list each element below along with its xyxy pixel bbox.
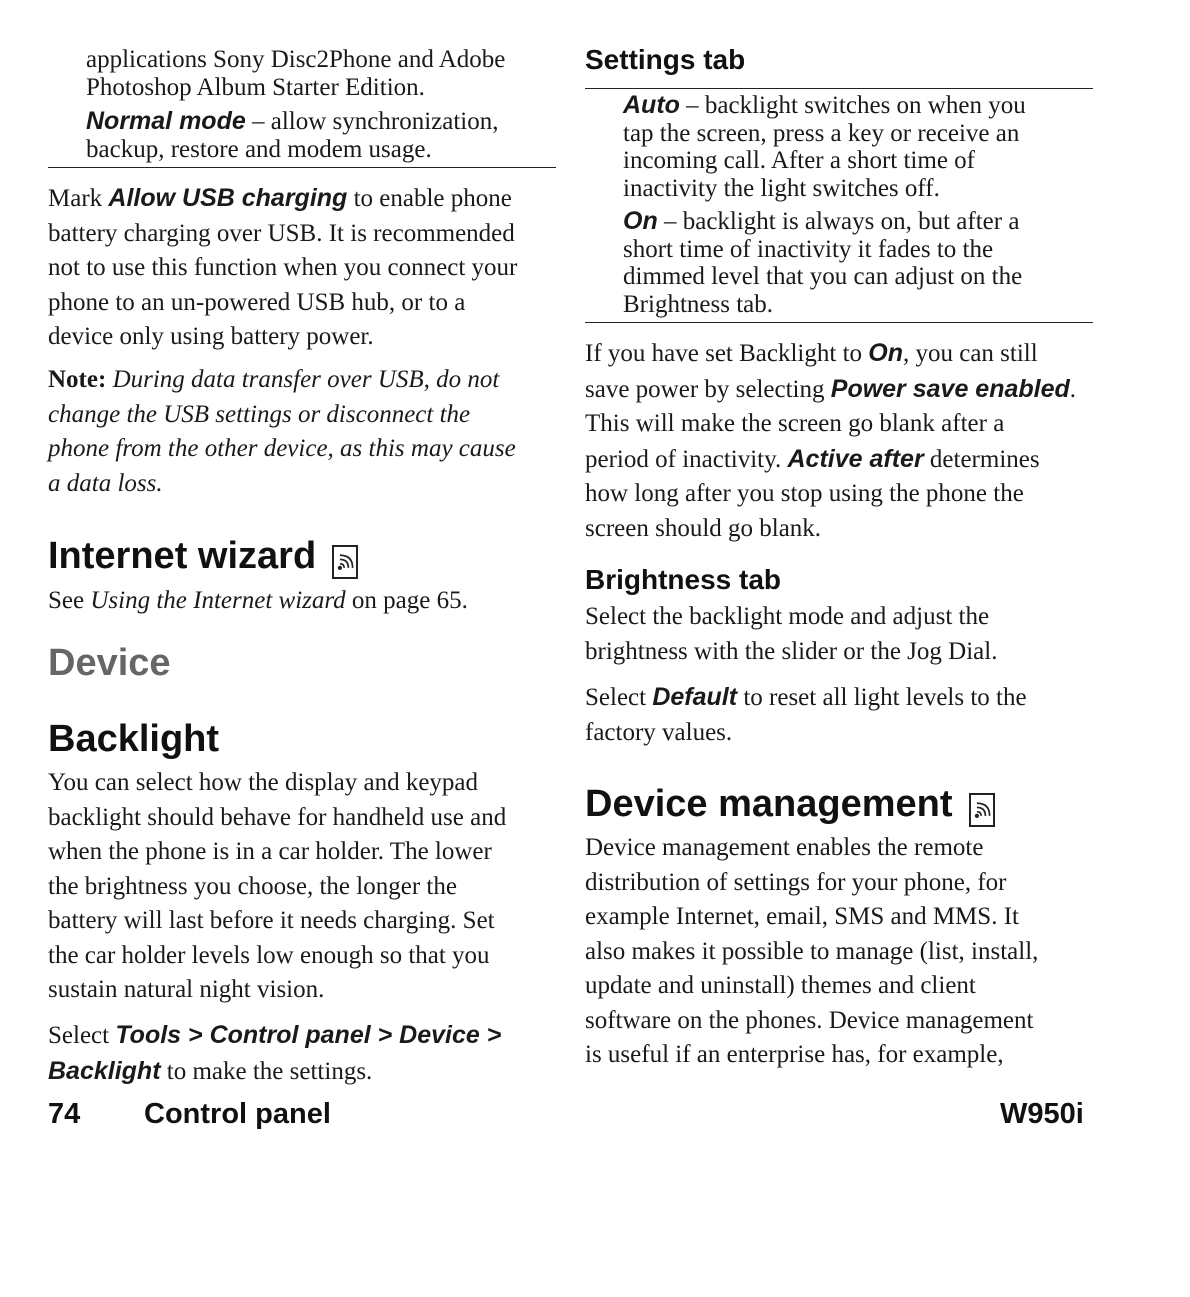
active-after-term: Active after (787, 444, 924, 473)
text-fragment: During data transfer over USB, do not (106, 366, 500, 393)
text-line: how long after you stop using the phone the (585, 480, 1024, 507)
default-paragraph (585, 680, 1027, 750)
device-management-heading (585, 782, 995, 826)
text-fragment: to make the settings. (160, 1057, 373, 1085)
text-fragment: If you have set Backlight to (585, 340, 869, 367)
text-line: inactivity the light switches off. (623, 174, 940, 202)
text-line: the car holder levels low enough so that you (48, 941, 490, 969)
text-line: You can select how the display and keypad (48, 769, 479, 796)
text-line: short time of inactivity it fades to the (623, 235, 994, 263)
text-fragment: . (1069, 375, 1077, 403)
text-line: incoming call. After a short time of (623, 147, 975, 174)
text-line: distribution of settings for your phone, for (585, 868, 1007, 896)
menu-path: Tools > Control panel > Device > (115, 1021, 502, 1049)
heading-text: Device management (585, 783, 953, 825)
text-line: change the USB settings or disconnect the (48, 400, 471, 428)
power-save-paragraph (585, 336, 1076, 546)
allow-usb-charging-term: Allow USB charging (108, 184, 348, 212)
text-line: Select the backlight mode and adjust the (585, 603, 990, 630)
text-line: This will make the screen go blank after a (585, 410, 1005, 437)
table-rule (48, 167, 556, 168)
text-line: is useful if an enterprise has, for example, (585, 1041, 1004, 1068)
text-line: backlight should behave for handheld use and (48, 803, 507, 831)
auto-option-paragraph (623, 92, 1026, 202)
text-line: brightness with the slider or the Jog Dial. (585, 637, 998, 665)
text-line: not to use this function when you connect your (48, 254, 518, 281)
text-fragment: , you can still (902, 340, 1038, 367)
usb-modes-paragraph (86, 46, 505, 101)
text-line: applications Sony Disc2Phone and Adobe (86, 46, 506, 73)
text-line: dimmed level that you can adjust on the (623, 263, 1023, 290)
operator-service-icon (332, 545, 358, 579)
device-management-paragraph (585, 831, 1038, 1073)
on-term: On (623, 207, 658, 235)
text-line: phone from the other device, as this may cause (48, 435, 516, 462)
backlight-menu-path-paragraph (48, 1018, 501, 1089)
footer-section-title: Control panel (144, 1098, 331, 1130)
text-line: battery will last before it needs charging. Set (48, 907, 495, 934)
text-line: a data loss. (48, 469, 163, 497)
text-line: backup, restore and modem usage. (86, 135, 432, 163)
backlight-paragraph (48, 766, 506, 1008)
text-line: screen should go blank. (585, 514, 822, 542)
note-paragraph (48, 363, 516, 501)
text-fragment: period of inactivity. (585, 445, 788, 473)
text-fragment: to enable phone (347, 185, 512, 212)
table-rule (585, 88, 1093, 89)
default-term: Default (652, 683, 738, 711)
text-line: Device management enables the remote (585, 834, 984, 861)
text-line: update and uninstall) themes and client (585, 972, 976, 999)
menu-path: Backlight (48, 1056, 161, 1085)
page-number: 74 (48, 1098, 81, 1130)
heading-text: Internet wizard (48, 535, 317, 577)
text-line: when the phone is in a car holder. The lower (48, 838, 492, 865)
text-fragment: Select (585, 684, 653, 711)
note-label: Note: (48, 366, 107, 393)
normal-mode-paragraph (86, 108, 499, 163)
internet-wizard-heading (48, 534, 358, 578)
text-line: battery charging over USB. It is recommended (48, 219, 515, 247)
text-line: Photoshop Album Starter Edition. (86, 73, 425, 101)
text-fragment: See (48, 587, 91, 614)
auto-term: Auto (623, 91, 680, 119)
text-line: device only using battery power. (48, 323, 374, 350)
power-save-enabled-term: Power save enabled (830, 374, 1070, 403)
text-fragment: save power by selecting (585, 375, 831, 403)
internet-wizard-paragraph (48, 584, 468, 619)
operator-service-icon (969, 793, 995, 827)
on-term: On (868, 339, 903, 367)
table-rule (585, 322, 1093, 323)
text-line: phone to an un-powered USB hub, or to a (48, 288, 466, 316)
brightness-tab-heading: Brightness tab (585, 564, 782, 595)
text-line: Brightness tab. (623, 290, 773, 318)
text-fragment: on page 65. (345, 587, 468, 614)
text-fragment: – allow synchronization, (245, 108, 499, 135)
text-line: also makes it possible to manage (list, install, (585, 937, 1039, 965)
usb-charging-paragraph (48, 181, 517, 355)
text-fragment: – backlight switches on when you (679, 92, 1026, 119)
device-section-heading: Device (48, 642, 171, 684)
text-line: tap the screen, press a key or receive an (623, 119, 1020, 147)
text-line: example Internet, email, SMS and MMS. It (585, 903, 1019, 930)
text-line: factory values. (585, 718, 733, 746)
text-line: the brightness you choose, the longer the (48, 872, 457, 900)
text-fragment: Mark (48, 185, 109, 212)
backlight-heading: Backlight (48, 718, 220, 760)
text-fragment: – backlight is always on, but after a (657, 208, 1020, 235)
text-fragment: Select (48, 1022, 116, 1049)
internet-wizard-reference: Using the Internet wizard (90, 587, 346, 614)
text-line: sustain natural night vision. (48, 976, 325, 1003)
text-fragment: determines (923, 445, 1040, 473)
text-fragment: to reset all light levels to the (737, 684, 1027, 711)
normal-mode-term: Normal mode (86, 107, 246, 135)
on-option-paragraph (623, 208, 1022, 318)
text-line: software on the phones. Device management (585, 1006, 1034, 1034)
settings-tab-heading: Settings tab (585, 44, 746, 75)
brightness-paragraph (585, 600, 997, 669)
footer-model-name: W950i (1000, 1098, 1084, 1130)
